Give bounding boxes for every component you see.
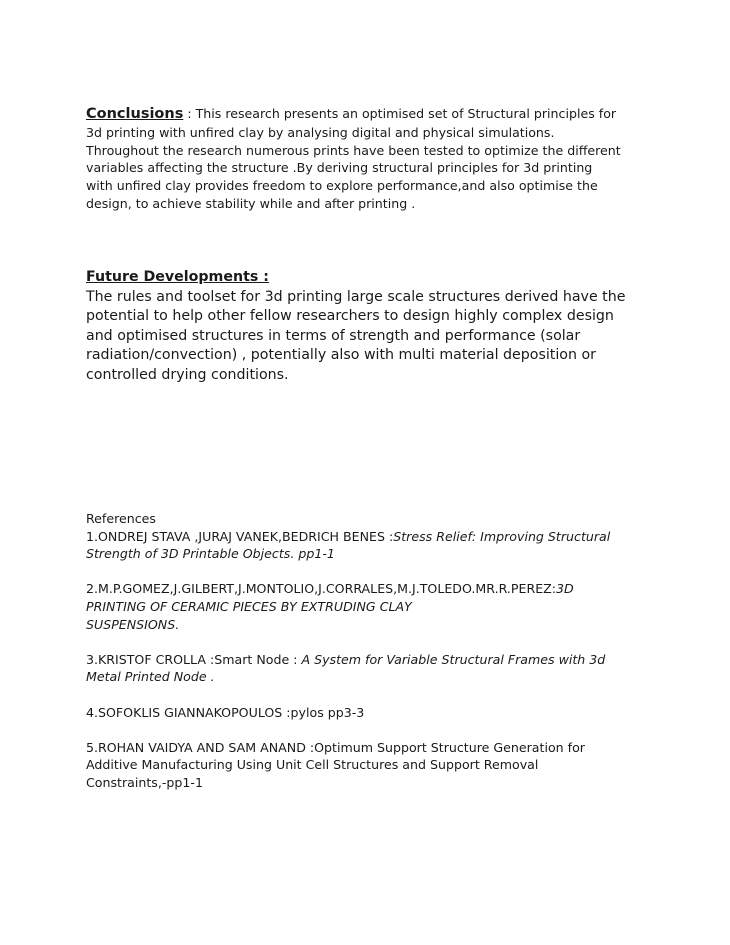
conclusions-heading: Conclusions xyxy=(86,106,184,122)
future-text-line: controlled drying conditions. xyxy=(86,366,289,383)
conclusions-text-line: : This research presents an optimised set of Structural principles for xyxy=(183,106,617,121)
reference-text: Additive Manufacturing Using Unit Cell Structures and Support Removal xyxy=(86,757,539,773)
reference-item xyxy=(86,528,686,563)
reference-title: Stress Relief: Improving Structural xyxy=(393,528,611,544)
references-section xyxy=(86,510,686,792)
future-developments-heading: Future Developments : xyxy=(86,269,269,285)
future-text-line: potential to help other fellow researchers to design highly complex design xyxy=(86,308,614,324)
references-heading: References xyxy=(86,511,156,526)
conclusions-section xyxy=(86,105,686,213)
future-text-line: radiation/convection) , potentially also with multi material deposition or xyxy=(86,347,596,363)
reference-authors: 3.KRISTOF CROLLA :Smart Node : xyxy=(86,651,302,667)
reference-authors: 2.M.P.GOMEZ,J.GILBERT,J.MONTOLIO,J.CORRALES,M.J.TOLEDO.MR.R.PEREZ: xyxy=(86,581,557,597)
reference-text: Constraints,-pp1-1 xyxy=(86,774,203,790)
reference-item xyxy=(86,704,686,722)
conclusions-text-line: Throughout the research numerous prints have been tested to optimize the different xyxy=(86,142,621,158)
conclusions-text-line: design, to achieve stability while and after printing . xyxy=(86,195,416,211)
reference-title: Strength of 3D Printable Objects. pp1-1 xyxy=(86,546,335,562)
reference-item xyxy=(86,739,686,792)
reference-text: 5.ROHAN VAIDYA AND SAM ANAND :Optimum Support Structure Generation for xyxy=(86,739,585,755)
reference-item xyxy=(86,651,686,686)
future-text-line: The rules and toolset for 3d printing large scale structures derived have the xyxy=(86,288,626,305)
conclusions-text-line: with unfired clay provides freedom to explore performance,and also optimise the xyxy=(86,178,598,194)
future-developments-section xyxy=(86,268,686,385)
reference-title: Metal Printed Node . xyxy=(86,669,215,685)
reference-text: 4.SOFOKLIS GIANNAKOPOULOS :pylos pp3-3 xyxy=(86,704,365,720)
reference-title: PRINTING OF CERAMIC PIECES BY EXTRUDING CLAY xyxy=(86,598,412,614)
reference-title: 3D xyxy=(556,581,574,597)
reference-title: SUSPENSIONS. xyxy=(86,616,180,632)
reference-title: A System for Variable Structural Frames with 3d xyxy=(301,651,606,667)
reference-item xyxy=(86,580,686,633)
future-text-line: and optimised structures in terms of strength and performance (solar xyxy=(86,327,581,344)
conclusions-text-line: variables affecting the structure .By deriving structural principles for 3d printing xyxy=(86,160,593,176)
reference-authors: 1.ONDREJ STAVA ,JURAJ VANEK,BEDRICH BENES : xyxy=(86,528,394,544)
conclusions-text-line: 3d printing with unfired clay by analysing digital and physical simulations. xyxy=(86,124,555,140)
